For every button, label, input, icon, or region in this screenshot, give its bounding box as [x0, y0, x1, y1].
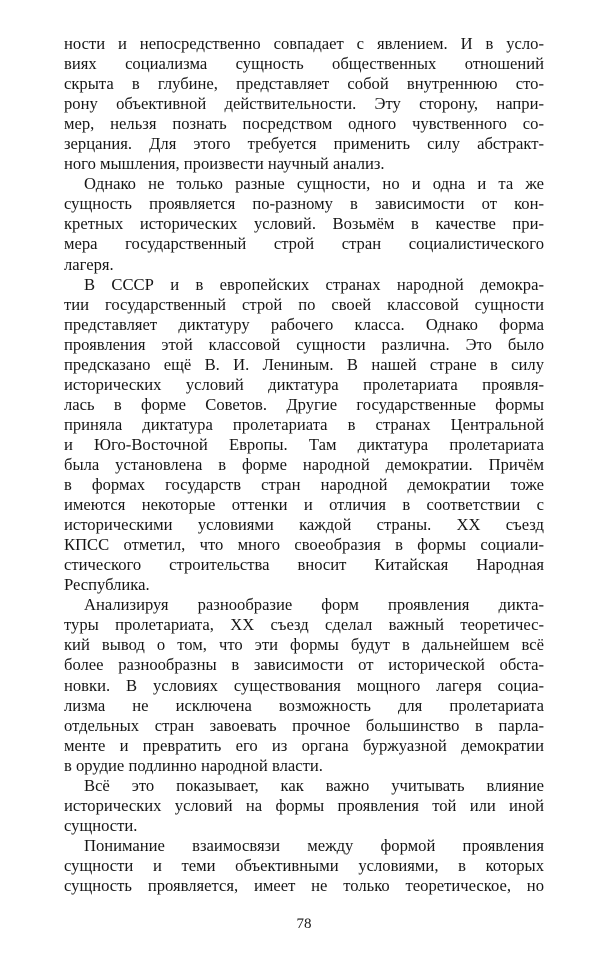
text-line: менте и превратить его из органа буржуазной демократии	[64, 735, 544, 755]
page-number: 78	[296, 916, 312, 932]
paragraph	[64, 275, 544, 596]
text-line: предсказано ещё В. И. Лениным. В нашей стране в силу	[64, 354, 544, 374]
text-body	[64, 34, 544, 896]
text-line: Республика.	[64, 575, 150, 595]
text-line: сущность проявляется, имеет не только теоретическое, но	[64, 875, 544, 895]
paragraph	[64, 836, 544, 896]
text-line: мер, нельзя познать посредством одного чувственного со-	[64, 114, 544, 134]
text-line: новки. В условиях существования мощного лагеря социа-	[64, 675, 544, 695]
paragraph	[64, 174, 544, 274]
text-line: зерцания. Для этого требуется применить силу абстракт-	[64, 134, 544, 154]
text-line: в формах государств стран народной демократии тоже	[64, 475, 544, 495]
text-line: имеются некоторые оттенки и отличия в соответствии с	[64, 495, 544, 515]
text-line: приняла диктатура пролетариата в странах Центральной	[64, 414, 544, 434]
text-line: Всё это показывает, как важно учитывать влияние	[84, 775, 544, 795]
text-line: тии государственный строй по своей классовой сущности	[64, 294, 544, 314]
paragraph	[64, 776, 544, 836]
text-line: кретных исторических условий. Возьмём в качестве при-	[64, 214, 544, 234]
text-line: и Юго-Восточной Европы. Там диктатура пролетариата	[64, 434, 544, 454]
text-line: сущности и теми объективными условиями, в которых	[64, 855, 544, 875]
text-line: лась в форме Советов. Другие государственные формы	[64, 394, 544, 414]
text-line: более разнообразны в зависимости от исторической обста-	[64, 655, 544, 675]
text-line: КПСС отметил, что много своеобразия в формы социали-	[64, 535, 544, 555]
text-line: туры пролетариата, XX съезд сделал важный теоретичес-	[64, 615, 544, 635]
text-line: сущность проявляется по-разному в зависимости от кон-	[64, 194, 544, 214]
text-line: лагеря.	[64, 254, 114, 274]
text-line: Понимание взаимосвязи между формой проявления	[84, 835, 544, 855]
text-line: стического строительства вносит Китайская Народная	[64, 555, 544, 575]
text-line: исторических условий диктатура пролетариата проявля-	[64, 374, 544, 394]
text-line: сущности.	[64, 815, 138, 835]
text-line: виях социализма сущность общественных отношений	[64, 54, 544, 74]
paragraph	[64, 595, 544, 775]
text-line: ного мышления, произвести научный анализ.	[64, 154, 385, 174]
text-line: В СССР и в европейских странах народной демокра-	[84, 274, 544, 294]
text-line: отдельных стран завоевать прочное большинство в парла-	[64, 715, 544, 735]
text-line: была установлена в форме народной демократии. Причём	[64, 454, 544, 474]
text-line: лизма не исключена возможность для пролетариата	[64, 695, 544, 715]
text-line: рону объективной действительности. Эту сторону, напри-	[64, 94, 544, 114]
text-line: историческими условиями каждой страны. XX съезд	[64, 515, 544, 535]
text-line: Однако не только разные сущности, но и одна и та же	[84, 174, 544, 194]
text-line: представляет диктатуру рабочего класса. Однако форма	[64, 314, 544, 334]
text-line: исторических условий на формы проявления той или иной	[64, 795, 544, 815]
book-page	[64, 34, 544, 934]
text-line: ности и непосредственно совпадает с явлением. И в усло-	[64, 34, 544, 53]
text-line: кий вывод о том, что эти формы будут в дальнейшем всё	[64, 635, 544, 655]
text-line: мера государственный строй стран социалистического	[64, 234, 544, 254]
paragraph	[64, 34, 544, 174]
text-line: Анализируя разнообразие форм проявления дикта-	[84, 595, 544, 615]
text-line: проявления этой классовой сущности различна. Это было	[64, 334, 544, 354]
text-line: в орудие подлинно народной власти.	[64, 755, 323, 775]
text-line: скрыта в глубине, представляет собой внутреннюю сто-	[64, 74, 544, 94]
